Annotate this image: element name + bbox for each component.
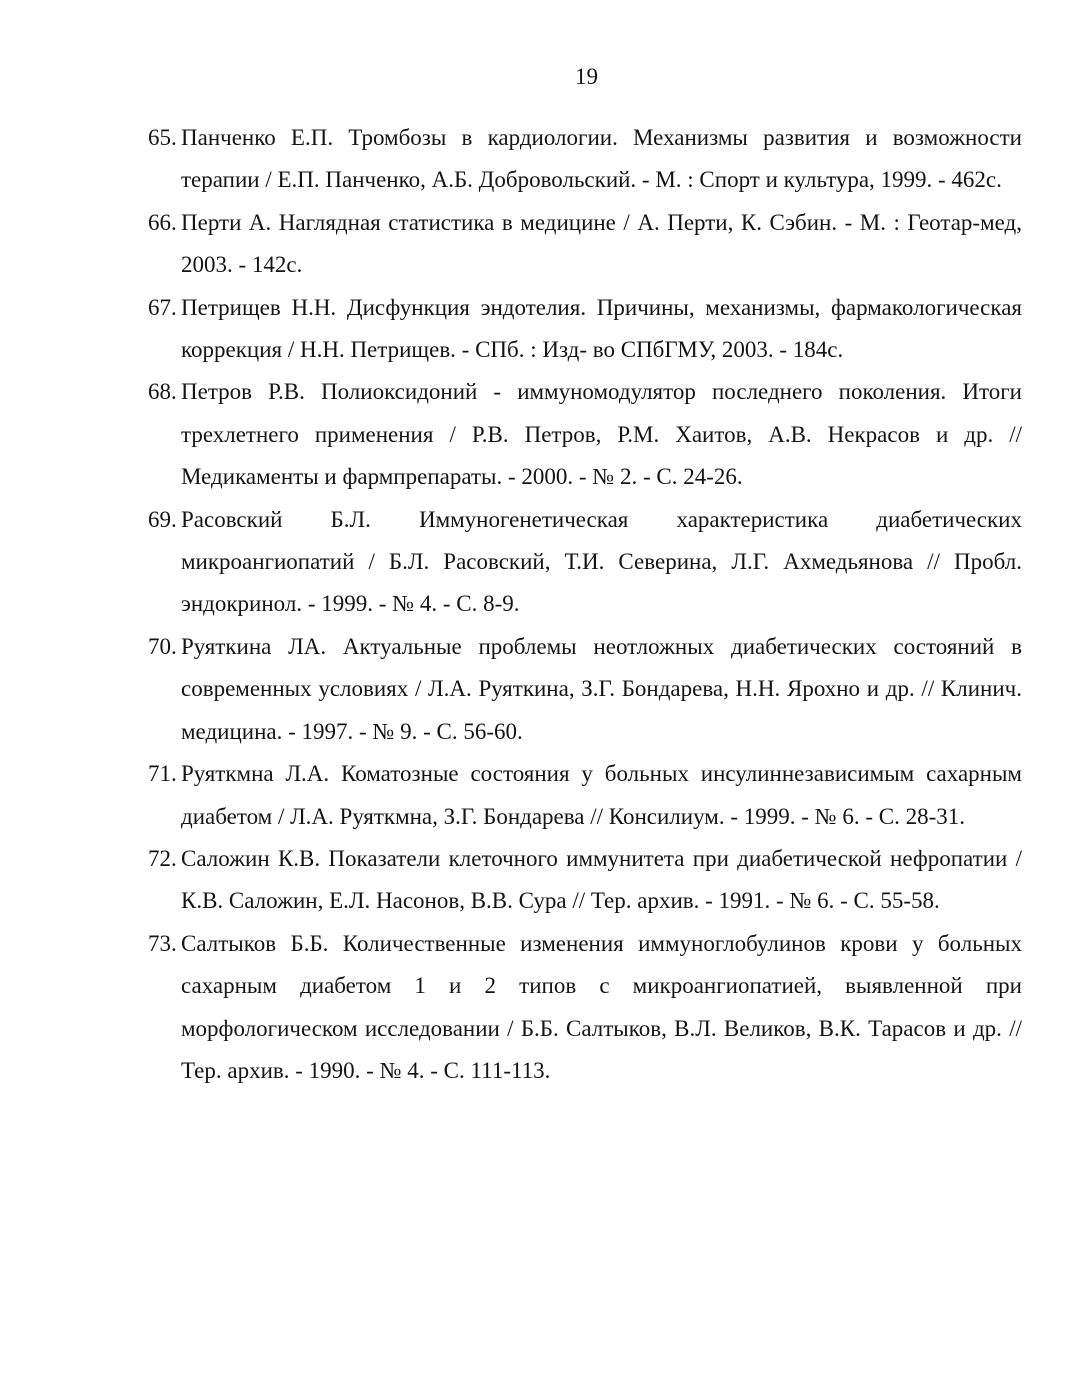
reference-item <box>148 923 1022 1093</box>
reference-number: 73. <box>148 930 177 956</box>
reference-item <box>148 499 1022 626</box>
reference-number: 71. <box>148 761 177 787</box>
reference-number: 68. <box>148 379 177 405</box>
reference-number: 69. <box>148 506 177 532</box>
reference-number: 67. <box>148 294 177 320</box>
reference-item <box>148 626 1022 753</box>
reference-item <box>148 202 1022 287</box>
reference-text: Руяткина ЛА. Актуальные проблемы неотложных диабетических состояний в современных условиях / Л.А. Руяткина, З.Г. Бондарева, Н.Н. Ярохно и др. // Клинич. медицина. - 1997. - № 9. - С. 56-60. <box>181 633 1022 744</box>
reference-item <box>148 753 1022 838</box>
reference-text: Перти А. Наглядная статистика в медицине / А. Перти, К. Сэбин. - М. : Геотар-мед, 2003. - 142с. <box>181 209 1022 278</box>
reference-number: 72. <box>148 845 177 871</box>
reference-item <box>148 838 1022 923</box>
reference-text: Руяткмна Л.А. Коматозные состояния у больных инсулиннезависимым сахарным диабетом / Л.А. Руяткмна, З.Г. Бондарева // Консилиум. - 1999. - № 6. - С. 28-31. <box>181 761 1022 829</box>
page-number: 19 <box>575 64 598 89</box>
reference-text: Петрищев Н.Н. Дисфункция эндотелия. Причины, механизмы, фармакологическая коррекция / Н.Н. Петрищев. - СПб. : Изд- во СПбГМУ, 2003. - 184с. <box>181 294 1022 363</box>
reference-list <box>148 117 1022 1092</box>
reference-text: Расовский Б.Л. Иммуногенетическая характеристика диабетических микроангиопатий / Б.Л. Расовский, Т.И. Северина, Л.Г. Ахмедьянова // Пробл. эндокринол. - 1999. - № 4. - С. 8-9. <box>181 506 1022 617</box>
reference-number: 65. <box>148 125 177 150</box>
reference-item <box>148 117 1022 202</box>
reference-text: Петров Р.В. Полиоксидоний - иммуномодулятор последнего поколения. Итоги трехлетнего применения / Р.В. Петров, Р.М. Хаитов, А.В. Некрасов и др. // Медикаменты и фармпрепараты. - 2000. - № 2. - С. 24-26. <box>181 379 1022 490</box>
reference-item <box>148 287 1022 372</box>
reference-text: Салтыков Б.Б. Количественные изменения иммуноглобулинов крови у больных сахарным диабетом 1 и 2 типов с микроангиопатией, выявленной при морфологическом исследовании / Б.Б. Салтыков, В.Л. Великов, В.К. Тарасов и др. // Тер. архив. - 1990. - № 4. - С. 111-113. <box>181 930 1022 1083</box>
reference-text: Панченко Е.П. Тромбозы в кардиологии. Механизмы развития и возможности терапии / Е.П. Панченко, А.Б. Добровольский. - М. : Спорт и культура, 1999. - 462с. <box>181 125 1022 193</box>
reference-number: 70. <box>148 633 177 659</box>
reference-text: Саложин К.В. Показатели клеточного иммунитета при диабетической нефропатии / К.В. Саложин, Е.Л. Насонов, В.В. Сура // Тер. архив. - 1991. - № 6. - С. 55-58. <box>181 845 1022 914</box>
reference-number: 66. <box>148 209 177 235</box>
reference-item <box>148 371 1022 498</box>
